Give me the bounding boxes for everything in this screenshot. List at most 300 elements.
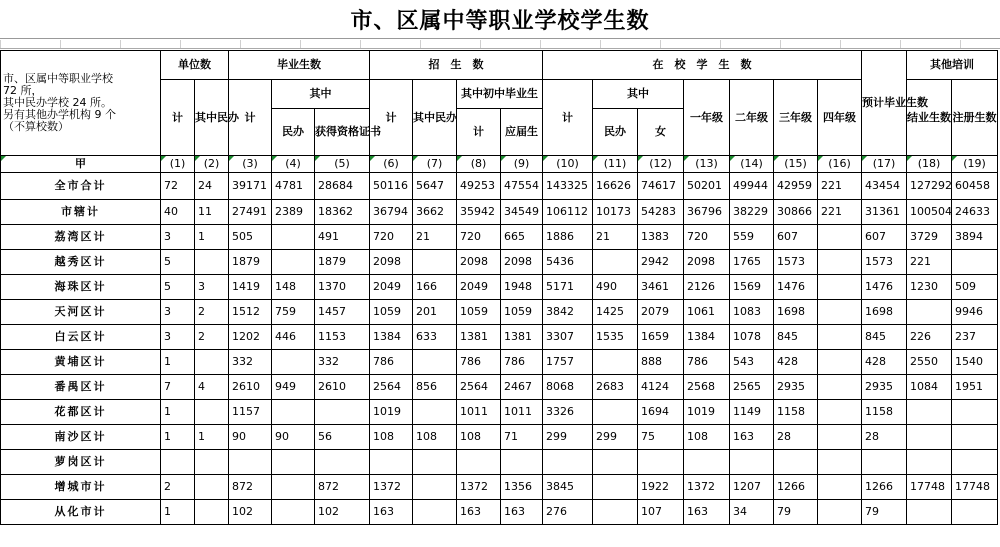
row-label: 全市合计 (1, 173, 161, 200)
row-label: 增城市计 (1, 475, 161, 500)
table-row (1, 450, 998, 475)
table-cell (952, 450, 998, 475)
table-cell: 2098 (684, 250, 730, 275)
column-number: (3) (229, 156, 272, 173)
table-cell: 21 (593, 225, 638, 250)
table-cell (952, 500, 998, 525)
header-expected-graduates: 预计毕业生数 (862, 51, 907, 156)
table-cell: 1078 (730, 325, 774, 350)
column-label-a: 甲 (1, 156, 161, 173)
table-cell: 1153 (315, 325, 370, 350)
header-grade-4: 四年级 (818, 80, 862, 156)
table-cell: 7 (161, 375, 195, 400)
table-cell: 888 (638, 350, 684, 375)
table-cell (229, 450, 272, 475)
table-cell: 2568 (684, 375, 730, 400)
column-number: (6) (370, 156, 413, 173)
header-school-female: 女 (638, 109, 684, 156)
table-cell: 1419 (229, 275, 272, 300)
table-cell: 1207 (730, 475, 774, 500)
table-cell: 1 (195, 425, 229, 450)
header-units: 单位数 (161, 51, 229, 80)
table-cell: 36796 (684, 200, 730, 225)
table-cell: 28 (774, 425, 818, 450)
table-cell: 1698 (774, 300, 818, 325)
table-cell: 90 (229, 425, 272, 450)
header-other-training: 其他培训 (907, 51, 998, 80)
table-cell: 107 (638, 500, 684, 525)
table-cell: 16626 (593, 173, 638, 200)
table-cell (195, 475, 229, 500)
table-cell: 1425 (593, 300, 638, 325)
header-grade-2: 二年级 (730, 80, 774, 156)
table-cell (818, 225, 862, 250)
table-cell (593, 500, 638, 525)
table-cell: 3461 (638, 275, 684, 300)
row-label: 番禺区计 (1, 375, 161, 400)
table-cell: 332 (229, 350, 272, 375)
table-cell: 108 (457, 425, 501, 450)
table-cell (818, 500, 862, 525)
table-cell (161, 450, 195, 475)
table-cell: 1149 (730, 400, 774, 425)
table-cell: 56 (315, 425, 370, 450)
table-cell: 3 (161, 325, 195, 350)
table-cell: 786 (501, 350, 543, 375)
table-cell (272, 250, 315, 275)
table-cell (638, 450, 684, 475)
column-number: (9) (501, 156, 543, 173)
table-cell: 34549 (501, 200, 543, 225)
table-cell: 34 (730, 500, 774, 525)
table-cell (543, 450, 593, 475)
table-cell (818, 250, 862, 275)
table-row (1, 173, 998, 200)
table-cell: 949 (272, 375, 315, 400)
table-cell: 1157 (229, 400, 272, 425)
column-number: (14) (730, 156, 774, 173)
table-cell: 1084 (907, 375, 952, 400)
table-cell: 1202 (229, 325, 272, 350)
table-cell: 221 (818, 173, 862, 200)
table-cell: 2098 (501, 250, 543, 275)
row-label: 萝岗区计 (1, 450, 161, 475)
table-cell: 1535 (593, 325, 638, 350)
table-cell: 1476 (862, 275, 907, 300)
table-cell: 490 (593, 275, 638, 300)
table-cell: 24 (195, 173, 229, 200)
table-cell: 127292 (907, 173, 952, 200)
table-cell (195, 500, 229, 525)
table-cell: 49253 (457, 173, 501, 200)
column-number: (2) (195, 156, 229, 173)
column-number: (8) (457, 156, 501, 173)
header-grad-certified: 获得资格证书 (315, 109, 370, 156)
table-cell: 5 (161, 250, 195, 275)
table-cell (862, 450, 907, 475)
table-cell: 1381 (457, 325, 501, 350)
table-cell: 1384 (684, 325, 730, 350)
table-cell (315, 450, 370, 475)
header-completed: 结业生数 (907, 80, 952, 156)
table-cell: 28684 (315, 173, 370, 200)
table-cell: 108 (413, 425, 457, 450)
table-cell: 1059 (370, 300, 413, 325)
table-cell: 1158 (862, 400, 907, 425)
table-cell: 3662 (413, 200, 457, 225)
table-row (1, 500, 998, 525)
table-cell: 607 (862, 225, 907, 250)
table-row (1, 300, 998, 325)
table-cell: 163 (370, 500, 413, 525)
table-cell: 3 (161, 225, 195, 250)
note-line-3: 其中民办学校 24 所。 (3, 96, 112, 109)
table-cell: 1372 (457, 475, 501, 500)
table-cell (593, 450, 638, 475)
table-cell: 1694 (638, 400, 684, 425)
table-cell: 163 (457, 500, 501, 525)
table-cell: 2126 (684, 275, 730, 300)
table-row (1, 225, 998, 250)
table-cell: 54283 (638, 200, 684, 225)
table-cell (907, 300, 952, 325)
table-cell: 332 (315, 350, 370, 375)
table-cell: 90 (272, 425, 315, 450)
table-cell: 39171 (229, 173, 272, 200)
table-cell (315, 400, 370, 425)
row-label: 海珠区计 (1, 275, 161, 300)
table-cell: 108 (370, 425, 413, 450)
table-cell: 3845 (543, 475, 593, 500)
table-row (1, 425, 998, 450)
table-cell: 2550 (907, 350, 952, 375)
table-cell (818, 275, 862, 300)
table-cell: 226 (907, 325, 952, 350)
column-number: (12) (638, 156, 684, 173)
table-cell (272, 350, 315, 375)
table-cell: 1059 (501, 300, 543, 325)
table-cell: 1569 (730, 275, 774, 300)
table-cell: 872 (229, 475, 272, 500)
table-cell: 3326 (543, 400, 593, 425)
table-cell (907, 425, 952, 450)
table-cell: 509 (952, 275, 998, 300)
table-cell: 1019 (684, 400, 730, 425)
header-grade-3: 三年级 (774, 80, 818, 156)
column-number: (19) (952, 156, 998, 173)
table-cell: 47554 (501, 173, 543, 200)
column-number: (1) (161, 156, 195, 173)
table-cell: 11 (195, 200, 229, 225)
table-cell: 2564 (457, 375, 501, 400)
table-cell: 163 (501, 500, 543, 525)
header-enroll-private: 其中民办 (413, 80, 457, 156)
table-cell (195, 450, 229, 475)
table-cell: 276 (543, 500, 593, 525)
table-cell: 633 (413, 325, 457, 350)
column-number: (17) (862, 156, 907, 173)
header-grade-1: 一年级 (684, 80, 730, 156)
table-cell: 1922 (638, 475, 684, 500)
table-cell: 2079 (638, 300, 684, 325)
row-label: 白云区计 (1, 325, 161, 350)
header-school-total: 计 (543, 80, 593, 156)
table-cell (818, 425, 862, 450)
table-cell (272, 500, 315, 525)
table-cell: 17748 (952, 475, 998, 500)
table-cell: 27491 (229, 200, 272, 225)
table-cell: 1061 (684, 300, 730, 325)
header-in-school: 在 校 学 生 数 (543, 51, 862, 80)
table-cell (593, 250, 638, 275)
header-school-private: 民办 (593, 109, 638, 156)
table-cell (272, 475, 315, 500)
row-label: 从化市计 (1, 500, 161, 525)
table-cell: 491 (315, 225, 370, 250)
table-cell: 1879 (229, 250, 272, 275)
table-cell: 1757 (543, 350, 593, 375)
table-cell: 845 (862, 325, 907, 350)
table-cell: 18362 (315, 200, 370, 225)
table-cell (593, 400, 638, 425)
title-divider (0, 38, 1000, 39)
table-cell: 1011 (501, 400, 543, 425)
table-cell (413, 250, 457, 275)
table-cell: 446 (272, 325, 315, 350)
table-cell (907, 450, 952, 475)
spreadsheet-gridline-strip (0, 40, 1000, 49)
table-cell: 720 (457, 225, 501, 250)
table-cell: 201 (413, 300, 457, 325)
table-cell: 148 (272, 275, 315, 300)
table-cell: 2049 (457, 275, 501, 300)
table-cell (413, 475, 457, 500)
table-cell: 102 (229, 500, 272, 525)
column-number: (5) (315, 156, 370, 173)
table-cell: 1158 (774, 400, 818, 425)
header-units-private: 其中民办 (195, 80, 229, 156)
table-cell: 74617 (638, 173, 684, 200)
column-number: (13) (684, 156, 730, 173)
table-cell: 3729 (907, 225, 952, 250)
table-cell: 40 (161, 200, 195, 225)
table-cell (818, 400, 862, 425)
table-cell: 299 (593, 425, 638, 450)
column-number: (15) (774, 156, 818, 173)
table-cell: 3842 (543, 300, 593, 325)
table-cell: 3307 (543, 325, 593, 350)
table-cell: 237 (952, 325, 998, 350)
table-cell: 163 (730, 425, 774, 450)
table-cell: 9946 (952, 300, 998, 325)
table-cell (730, 450, 774, 475)
table-row (1, 250, 998, 275)
table-cell: 1356 (501, 475, 543, 500)
table-cell (818, 300, 862, 325)
row-label: 黄埔区计 (1, 350, 161, 375)
header-enrollment: 招 生 数 (370, 51, 543, 80)
table-cell: 5647 (413, 173, 457, 200)
header-graduates: 毕业生数 (229, 51, 370, 80)
row-label: 花都区计 (1, 400, 161, 425)
table-cell: 2935 (774, 375, 818, 400)
table-cell: 2935 (862, 375, 907, 400)
table-cell: 299 (543, 425, 593, 450)
column-number: (4) (272, 156, 315, 173)
table-cell: 31361 (862, 200, 907, 225)
table-cell: 2610 (315, 375, 370, 400)
table-cell: 1 (161, 500, 195, 525)
table-cell: 2 (195, 300, 229, 325)
table-cell: 1573 (774, 250, 818, 275)
table-cell: 720 (684, 225, 730, 250)
table-cell: 1384 (370, 325, 413, 350)
table-cell: 60458 (952, 173, 998, 200)
table-cell (413, 450, 457, 475)
table-cell (272, 225, 315, 250)
table-cell: 5171 (543, 275, 593, 300)
table-cell (593, 475, 638, 500)
table-cell: 720 (370, 225, 413, 250)
note-line-4: 另有其他办学机构 9 个 (3, 108, 116, 121)
table-cell: 845 (774, 325, 818, 350)
column-number-row (1, 156, 998, 173)
table-cell (413, 500, 457, 525)
table-cell (774, 450, 818, 475)
table-cell: 143325 (543, 173, 593, 200)
table-cell: 2 (161, 475, 195, 500)
table-cell: 102 (315, 500, 370, 525)
table-cell (195, 250, 229, 275)
header-school-of-which: 其中 (593, 80, 684, 109)
table-cell: 4124 (638, 375, 684, 400)
table-cell: 1948 (501, 275, 543, 300)
table-row (1, 325, 998, 350)
table-cell: 505 (229, 225, 272, 250)
table-cell: 1011 (457, 400, 501, 425)
row-label: 市辖计 (1, 200, 161, 225)
table-cell (684, 450, 730, 475)
table-cell (413, 350, 457, 375)
table-cell: 221 (907, 250, 952, 275)
header-enroll-junior-grads: 其中初中毕业生 (457, 80, 543, 109)
header-units-total: 计 (161, 80, 195, 156)
column-number: (18) (907, 156, 952, 173)
row-label: 天河区计 (1, 300, 161, 325)
table-cell: 71 (501, 425, 543, 450)
table-cell: 5 (161, 275, 195, 300)
table-cell: 166 (413, 275, 457, 300)
table-cell (818, 325, 862, 350)
table-cell: 1370 (315, 275, 370, 300)
table-cell: 786 (457, 350, 501, 375)
table-cell: 1 (161, 350, 195, 375)
table-cell: 856 (413, 375, 457, 400)
table-cell: 1 (161, 400, 195, 425)
table-cell: 79 (774, 500, 818, 525)
table-cell: 43454 (862, 173, 907, 200)
table-cell: 1372 (370, 475, 413, 500)
table-cell: 1765 (730, 250, 774, 275)
table-cell (907, 400, 952, 425)
table-cell: 75 (638, 425, 684, 450)
table-cell: 1512 (229, 300, 272, 325)
column-number: (16) (818, 156, 862, 173)
header-registered: 注册生数 (952, 80, 998, 156)
header-junior-current: 应届生 (501, 109, 543, 156)
table-cell: 2098 (370, 250, 413, 275)
table-cell (818, 450, 862, 475)
table-cell: 1083 (730, 300, 774, 325)
table-cell: 5436 (543, 250, 593, 275)
table-cell: 17748 (907, 475, 952, 500)
table-cell: 30866 (774, 200, 818, 225)
table-row (1, 350, 998, 375)
table-cell: 2467 (501, 375, 543, 400)
header-junior-total: 计 (457, 109, 501, 156)
school-count-note (1, 51, 161, 156)
table-cell (952, 425, 998, 450)
table-cell: 1659 (638, 325, 684, 350)
table-cell: 2683 (593, 375, 638, 400)
table-cell (907, 500, 952, 525)
table-cell: 1951 (952, 375, 998, 400)
column-number: (7) (413, 156, 457, 173)
note-line-1: 市、区属中等职业学校 (3, 72, 113, 85)
table-cell: 163 (684, 500, 730, 525)
table-row (1, 375, 998, 400)
table-cell: 1383 (638, 225, 684, 250)
table-cell: 38229 (730, 200, 774, 225)
table-cell: 35942 (457, 200, 501, 225)
table-cell: 3894 (952, 225, 998, 250)
table-cell: 4781 (272, 173, 315, 200)
table-cell: 2098 (457, 250, 501, 275)
header-grad-total: 计 (229, 80, 272, 156)
table-cell: 2 (195, 325, 229, 350)
table-cell (195, 400, 229, 425)
table-cell: 3 (195, 275, 229, 300)
note-line-2: 72 所， (3, 84, 43, 97)
header-grad-private: 民办 (272, 109, 315, 156)
header-enroll-total: 计 (370, 80, 413, 156)
table-cell: 36794 (370, 200, 413, 225)
row-label: 越秀区计 (1, 250, 161, 275)
note-line-5: （不算校数） (3, 120, 69, 133)
table-cell: 1540 (952, 350, 998, 375)
table-body (1, 173, 998, 525)
column-number: (10) (543, 156, 593, 173)
table-cell: 49944 (730, 173, 774, 200)
table-cell: 665 (501, 225, 543, 250)
table-row (1, 475, 998, 500)
table-cell: 79 (862, 500, 907, 525)
table-cell (952, 250, 998, 275)
table-cell (195, 350, 229, 375)
table-cell: 1019 (370, 400, 413, 425)
table-cell: 1886 (543, 225, 593, 250)
table-cell: 872 (315, 475, 370, 500)
table-cell (818, 350, 862, 375)
table-cell: 1266 (774, 475, 818, 500)
table-cell (413, 400, 457, 425)
table-cell: 786 (684, 350, 730, 375)
table-cell: 50201 (684, 173, 730, 200)
table-cell (818, 375, 862, 400)
row-label: 南沙区计 (1, 425, 161, 450)
table-cell: 2610 (229, 375, 272, 400)
table-cell (952, 400, 998, 425)
